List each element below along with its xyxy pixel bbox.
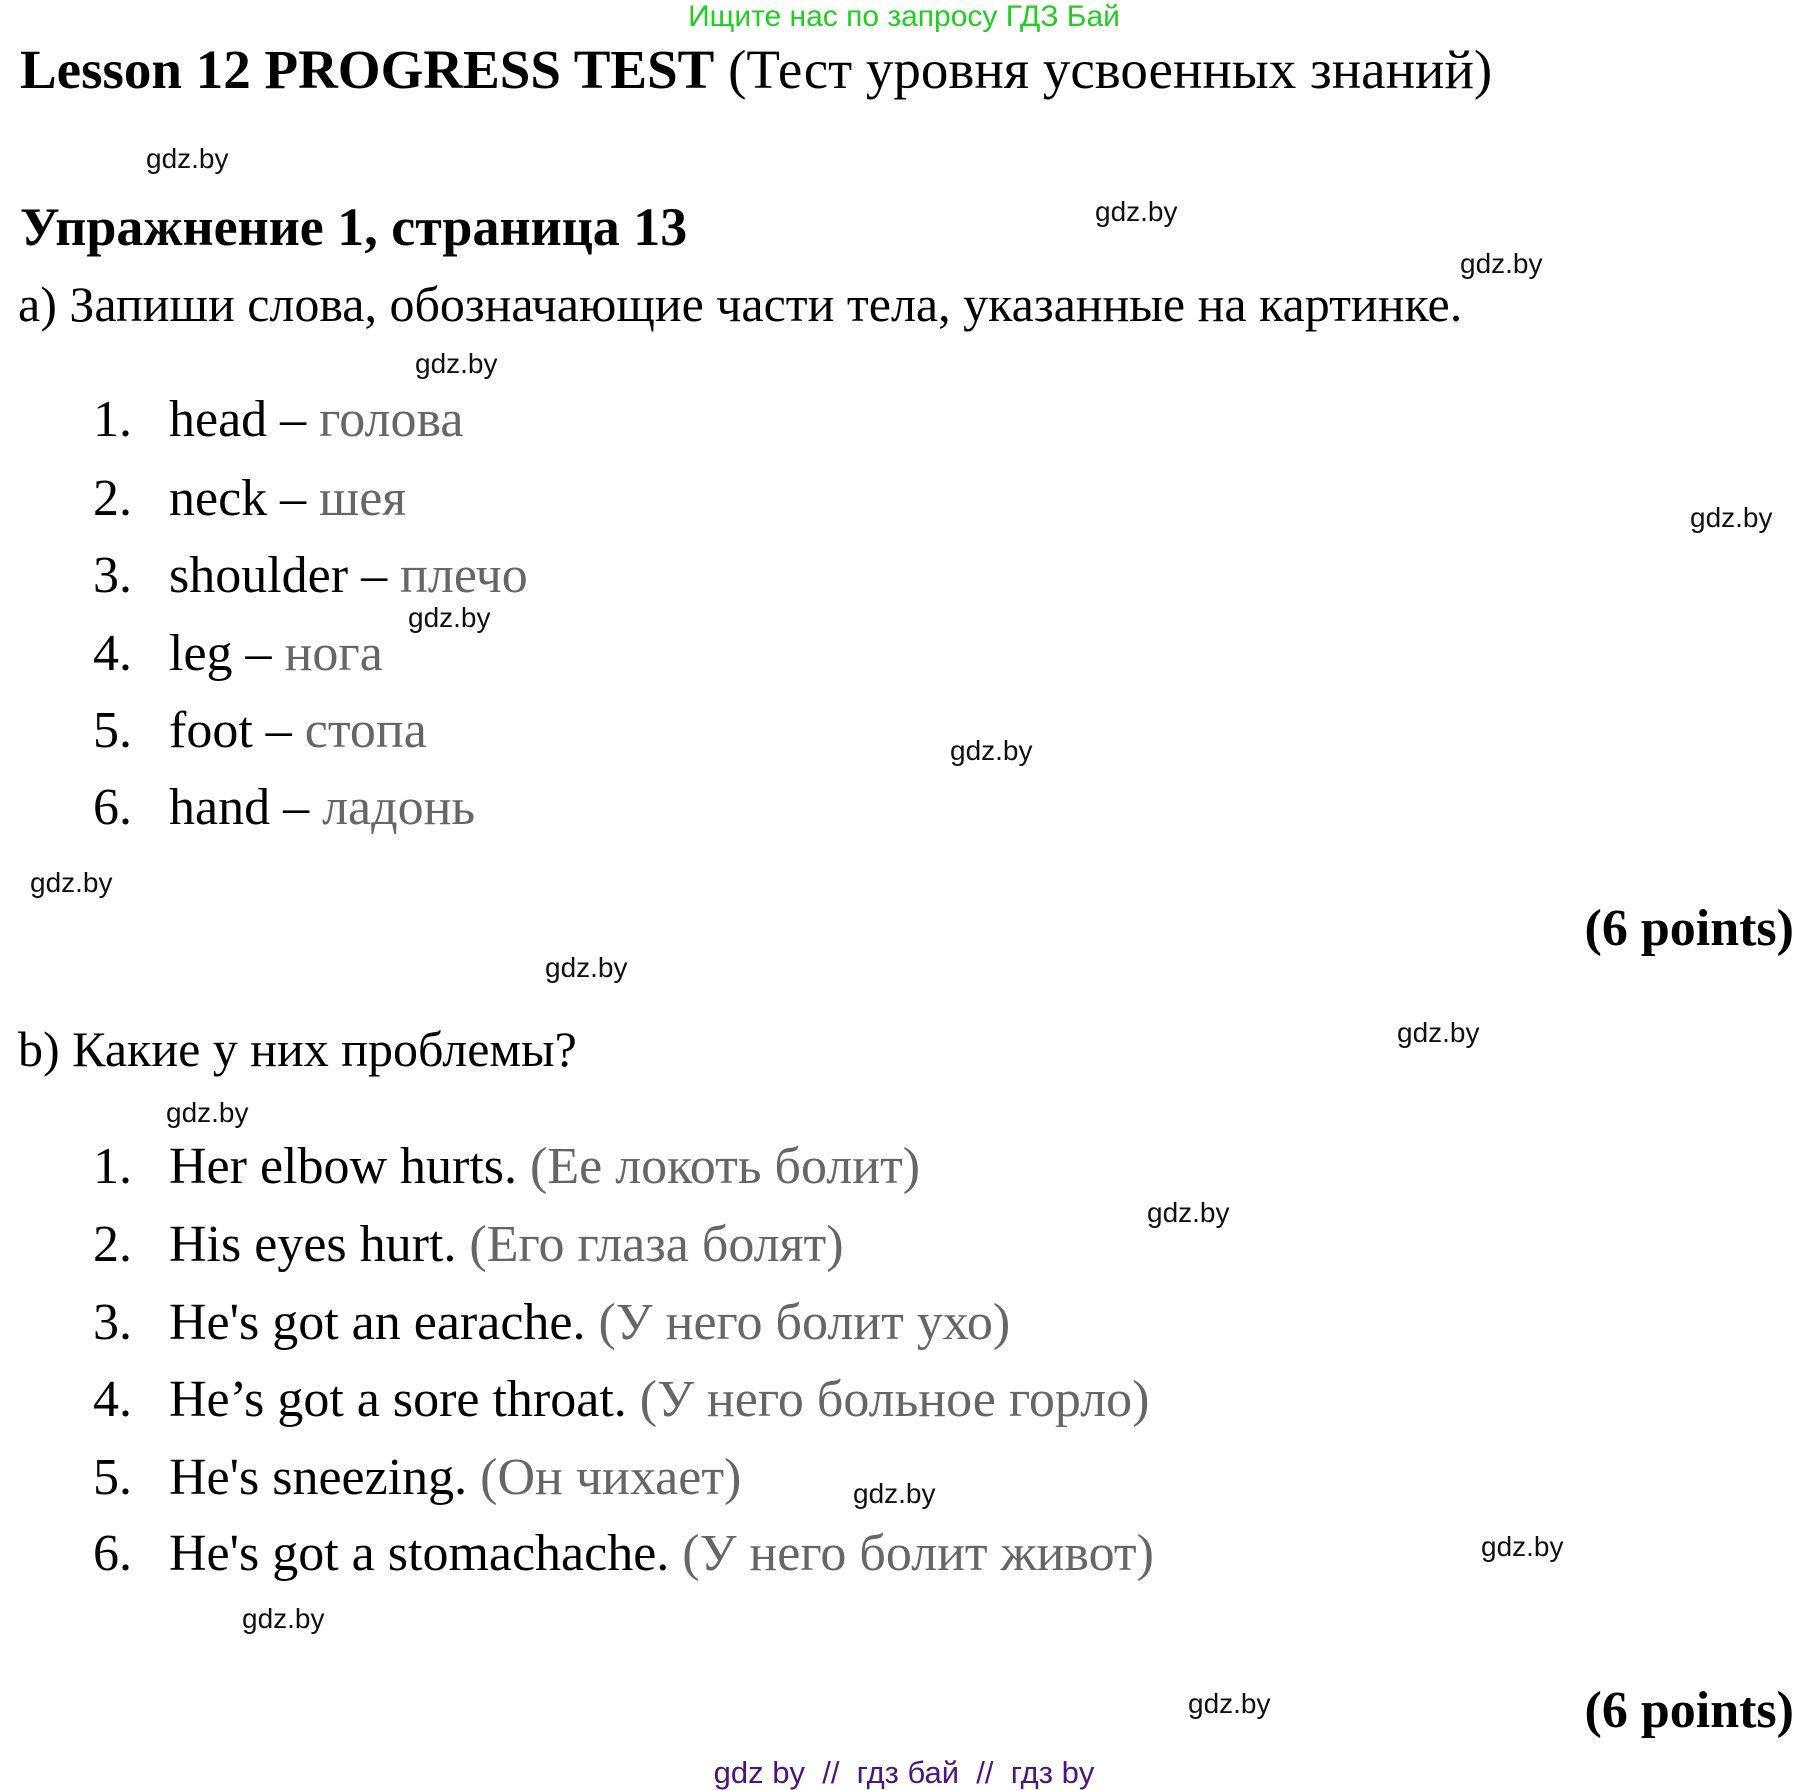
watermark: gdz.by: [415, 348, 498, 379]
item-text: [169, 1293, 1010, 1353]
item-ru: голова: [319, 391, 464, 448]
watermark: gdz.by: [1481, 1531, 1564, 1562]
watermark: gdz.by: [853, 1478, 936, 1509]
item-ru: нога: [284, 625, 383, 682]
item-text: [169, 1448, 741, 1508]
watermark: gdz.by: [1095, 196, 1178, 227]
top-banner: Ищите нас по запросу ГДЗ Бай: [688, 0, 1120, 33]
item-ru: (У него больное горло): [639, 1371, 1150, 1428]
item-ru: (Ее локоть болит): [530, 1138, 921, 1195]
item-number: 6.: [93, 779, 132, 836]
watermark: gdz.by: [146, 143, 229, 174]
title-bold: Lesson 12 PROGRESS TEST: [20, 39, 715, 100]
item-ru: (Его глаза болят): [469, 1216, 844, 1273]
item-en: leg –: [169, 625, 285, 682]
item-number: 2.: [93, 1216, 132, 1273]
watermark: gdz.by: [950, 735, 1033, 766]
item-text: [169, 1215, 844, 1275]
item-number: 3.: [93, 1294, 132, 1351]
item-number: 1.: [93, 391, 132, 448]
watermark: gdz.by: [545, 952, 628, 983]
item-text: [169, 1137, 920, 1197]
item-number: 4.: [93, 1371, 132, 1428]
item-number: 6.: [93, 1525, 132, 1582]
watermark: gdz.by: [408, 602, 491, 633]
item-en: He's got a stomachache.: [169, 1525, 683, 1582]
item-number: 5.: [93, 1449, 132, 1506]
item-text: [169, 701, 427, 761]
item-ru: (У него болит живот): [682, 1525, 1154, 1582]
item-number: 5.: [93, 702, 132, 759]
item-text: [169, 1370, 1149, 1430]
watermark: gdz.by: [1147, 1197, 1230, 1228]
item-text: [169, 778, 475, 838]
item-ru: (Он чихает): [480, 1449, 742, 1506]
item-en: hand –: [169, 779, 323, 836]
watermark: gdz.by: [1690, 502, 1773, 533]
part-b-points: (6 points): [1584, 1682, 1794, 1739]
item-ru: плечо: [400, 547, 528, 604]
watermark: gdz.by: [30, 867, 113, 898]
item-ru: шея: [319, 470, 407, 527]
watermark: gdz.by: [1188, 1688, 1271, 1719]
footer-links: gdz by // гдз бай // гдз by: [713, 1755, 1095, 1790]
item-number: 1.: [93, 1138, 132, 1195]
title-rest: (Тест уровня усвоенных знаний): [714, 39, 1493, 100]
page-title: [20, 38, 1492, 102]
part-a-question: a) Запиши слова, обозначающие части тела, указанные на картинке.: [18, 276, 1463, 332]
item-en: neck –: [169, 470, 320, 527]
item-number: 3.: [93, 547, 132, 604]
part-b-question: b) Какие у них проблемы?: [18, 1021, 577, 1077]
exercise-title: Упражнение 1, страница 13: [20, 197, 688, 257]
item-en: Her elbow hurts.: [169, 1138, 531, 1195]
item-text: [169, 1524, 1154, 1584]
item-text: [169, 546, 528, 606]
item-text: [169, 469, 406, 529]
watermark: gdz.by: [242, 1603, 325, 1634]
item-number: 4.: [93, 625, 132, 682]
item-en: head –: [169, 391, 320, 448]
item-en: He's got an earache.: [169, 1294, 599, 1351]
item-en: foot –: [169, 702, 305, 759]
watermark: gdz.by: [166, 1097, 249, 1128]
item-en: shoulder –: [169, 547, 401, 604]
item-ru: (У него болит ухо): [598, 1294, 1011, 1351]
item-ru: стопа: [304, 702, 427, 759]
item-number: 2.: [93, 470, 132, 527]
item-en: His eyes hurt.: [169, 1216, 470, 1273]
watermark: gdz.by: [1397, 1017, 1480, 1048]
part-a-points: (6 points): [1584, 900, 1794, 957]
watermark: gdz.by: [1460, 248, 1543, 279]
item-ru: ладонь: [322, 779, 476, 836]
item-text: [169, 624, 383, 684]
item-en: He’s got a sore throat.: [169, 1371, 640, 1428]
item-en: He's sneezing.: [169, 1449, 481, 1506]
item-text: [169, 390, 463, 450]
